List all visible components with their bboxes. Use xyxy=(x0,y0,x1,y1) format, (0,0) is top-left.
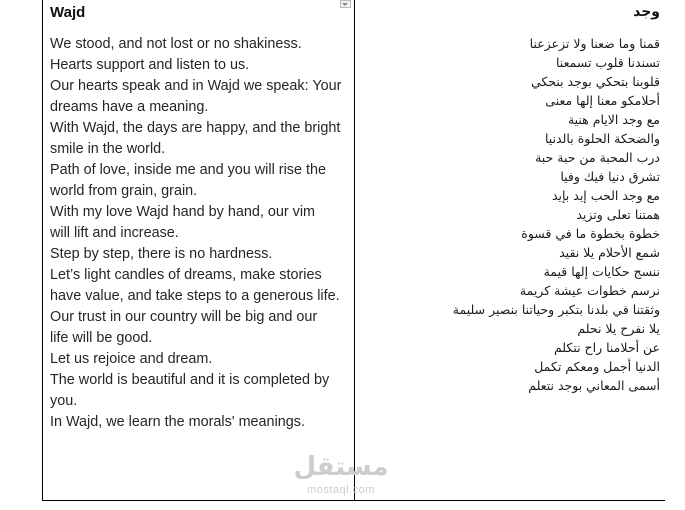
english-line: world from grain, grain. xyxy=(50,183,198,199)
arabic-line: قلوبنا بتحكي بوجد بنحكي xyxy=(530,74,660,89)
arabic-line: درب المحبة من حبة حبة xyxy=(535,150,660,165)
english-line: life will be good. xyxy=(50,330,153,346)
arabic-line: قمنا وما ضعنا ولا تزعزعنا xyxy=(529,36,660,51)
arabic-line: الدنيا أجمل ومعكم تكمل xyxy=(534,359,660,374)
arabic-line: مع وجد الايام هنية xyxy=(567,112,660,127)
english-line: The world is beautiful and it is completed by xyxy=(50,372,330,388)
arabic-line: وثقتنا في بلدنا بتكبر وحياتنا بنصير سليمة xyxy=(452,302,660,317)
english-line: Our trust in our country will be big and our xyxy=(50,309,318,325)
arabic-line: والضحكة الحلوة بالدنيا xyxy=(545,131,660,146)
english-line: In Wajd, we learn the morals' meanings. xyxy=(50,414,305,430)
english-line: will lift and increase. xyxy=(50,225,179,241)
english-line: you. xyxy=(50,393,78,409)
arabic-lyrics xyxy=(355,34,660,395)
arabic-line: أسمى المعاني بوجد نتعلم xyxy=(528,378,660,393)
english-line: have value, and take steps to a generous life. xyxy=(50,288,340,304)
watermark-arabic-text: مستقل xyxy=(293,452,389,482)
arabic-line: تسندنا قلوب تسمعنا xyxy=(555,55,660,70)
arabic-column xyxy=(355,0,665,500)
arabic-line: شمع الأحلام يلا نقيد xyxy=(559,245,660,260)
watermark-url: mostaql.com xyxy=(307,484,375,496)
english-line: We stood, and not lost or no shakiness. xyxy=(50,36,302,52)
arabic-line: تشرق دنيا فيك وفيا xyxy=(560,169,660,184)
english-line: Path of love, inside me and you will rise the xyxy=(50,162,326,178)
english-title: Wajd xyxy=(50,4,86,21)
english-line: dreams have a meaning. xyxy=(50,99,209,115)
arabic-line: خطوة بخطوة ما في قسوة xyxy=(521,226,660,241)
english-line: Step by step, there is no hardness. xyxy=(50,246,273,262)
english-column xyxy=(42,0,355,500)
watermark-logo xyxy=(286,450,396,496)
arabic-line: ننسج حكايات إلها قيمة xyxy=(543,264,660,279)
arabic-line: أحلامكو معنا إلها معنى xyxy=(545,93,660,108)
english-lyrics xyxy=(50,34,354,433)
english-line: With Wajd, the days are happy, and the bright xyxy=(50,120,341,136)
arabic-line: نرسم خطوات عيشة كريمة xyxy=(519,283,660,298)
arabic-title: وجد xyxy=(633,4,660,20)
arabic-line: مع وجد الحب إيد بإيد xyxy=(551,188,660,203)
english-line: Hearts support and listen to us. xyxy=(50,57,250,73)
english-line: With my love Wajd hand by hand, our vim xyxy=(50,204,316,220)
chevron-down-icon[interactable] xyxy=(340,0,351,8)
arabic-line: يلا نفرح يلا نحلم xyxy=(577,321,660,336)
english-line: smile in the world. xyxy=(50,141,166,157)
english-line: Our hearts speak and in Wajd we speak: Your xyxy=(50,78,342,94)
arabic-line: همتنا تعلى وتزيد xyxy=(576,207,660,222)
table-bottom-border xyxy=(42,500,665,501)
english-line: Let us rejoice and dream. xyxy=(50,351,213,367)
english-line: Let’s light candles of dreams, make stories xyxy=(50,267,322,283)
arabic-line: عن أحلامنا راح نتكلم xyxy=(553,340,660,355)
